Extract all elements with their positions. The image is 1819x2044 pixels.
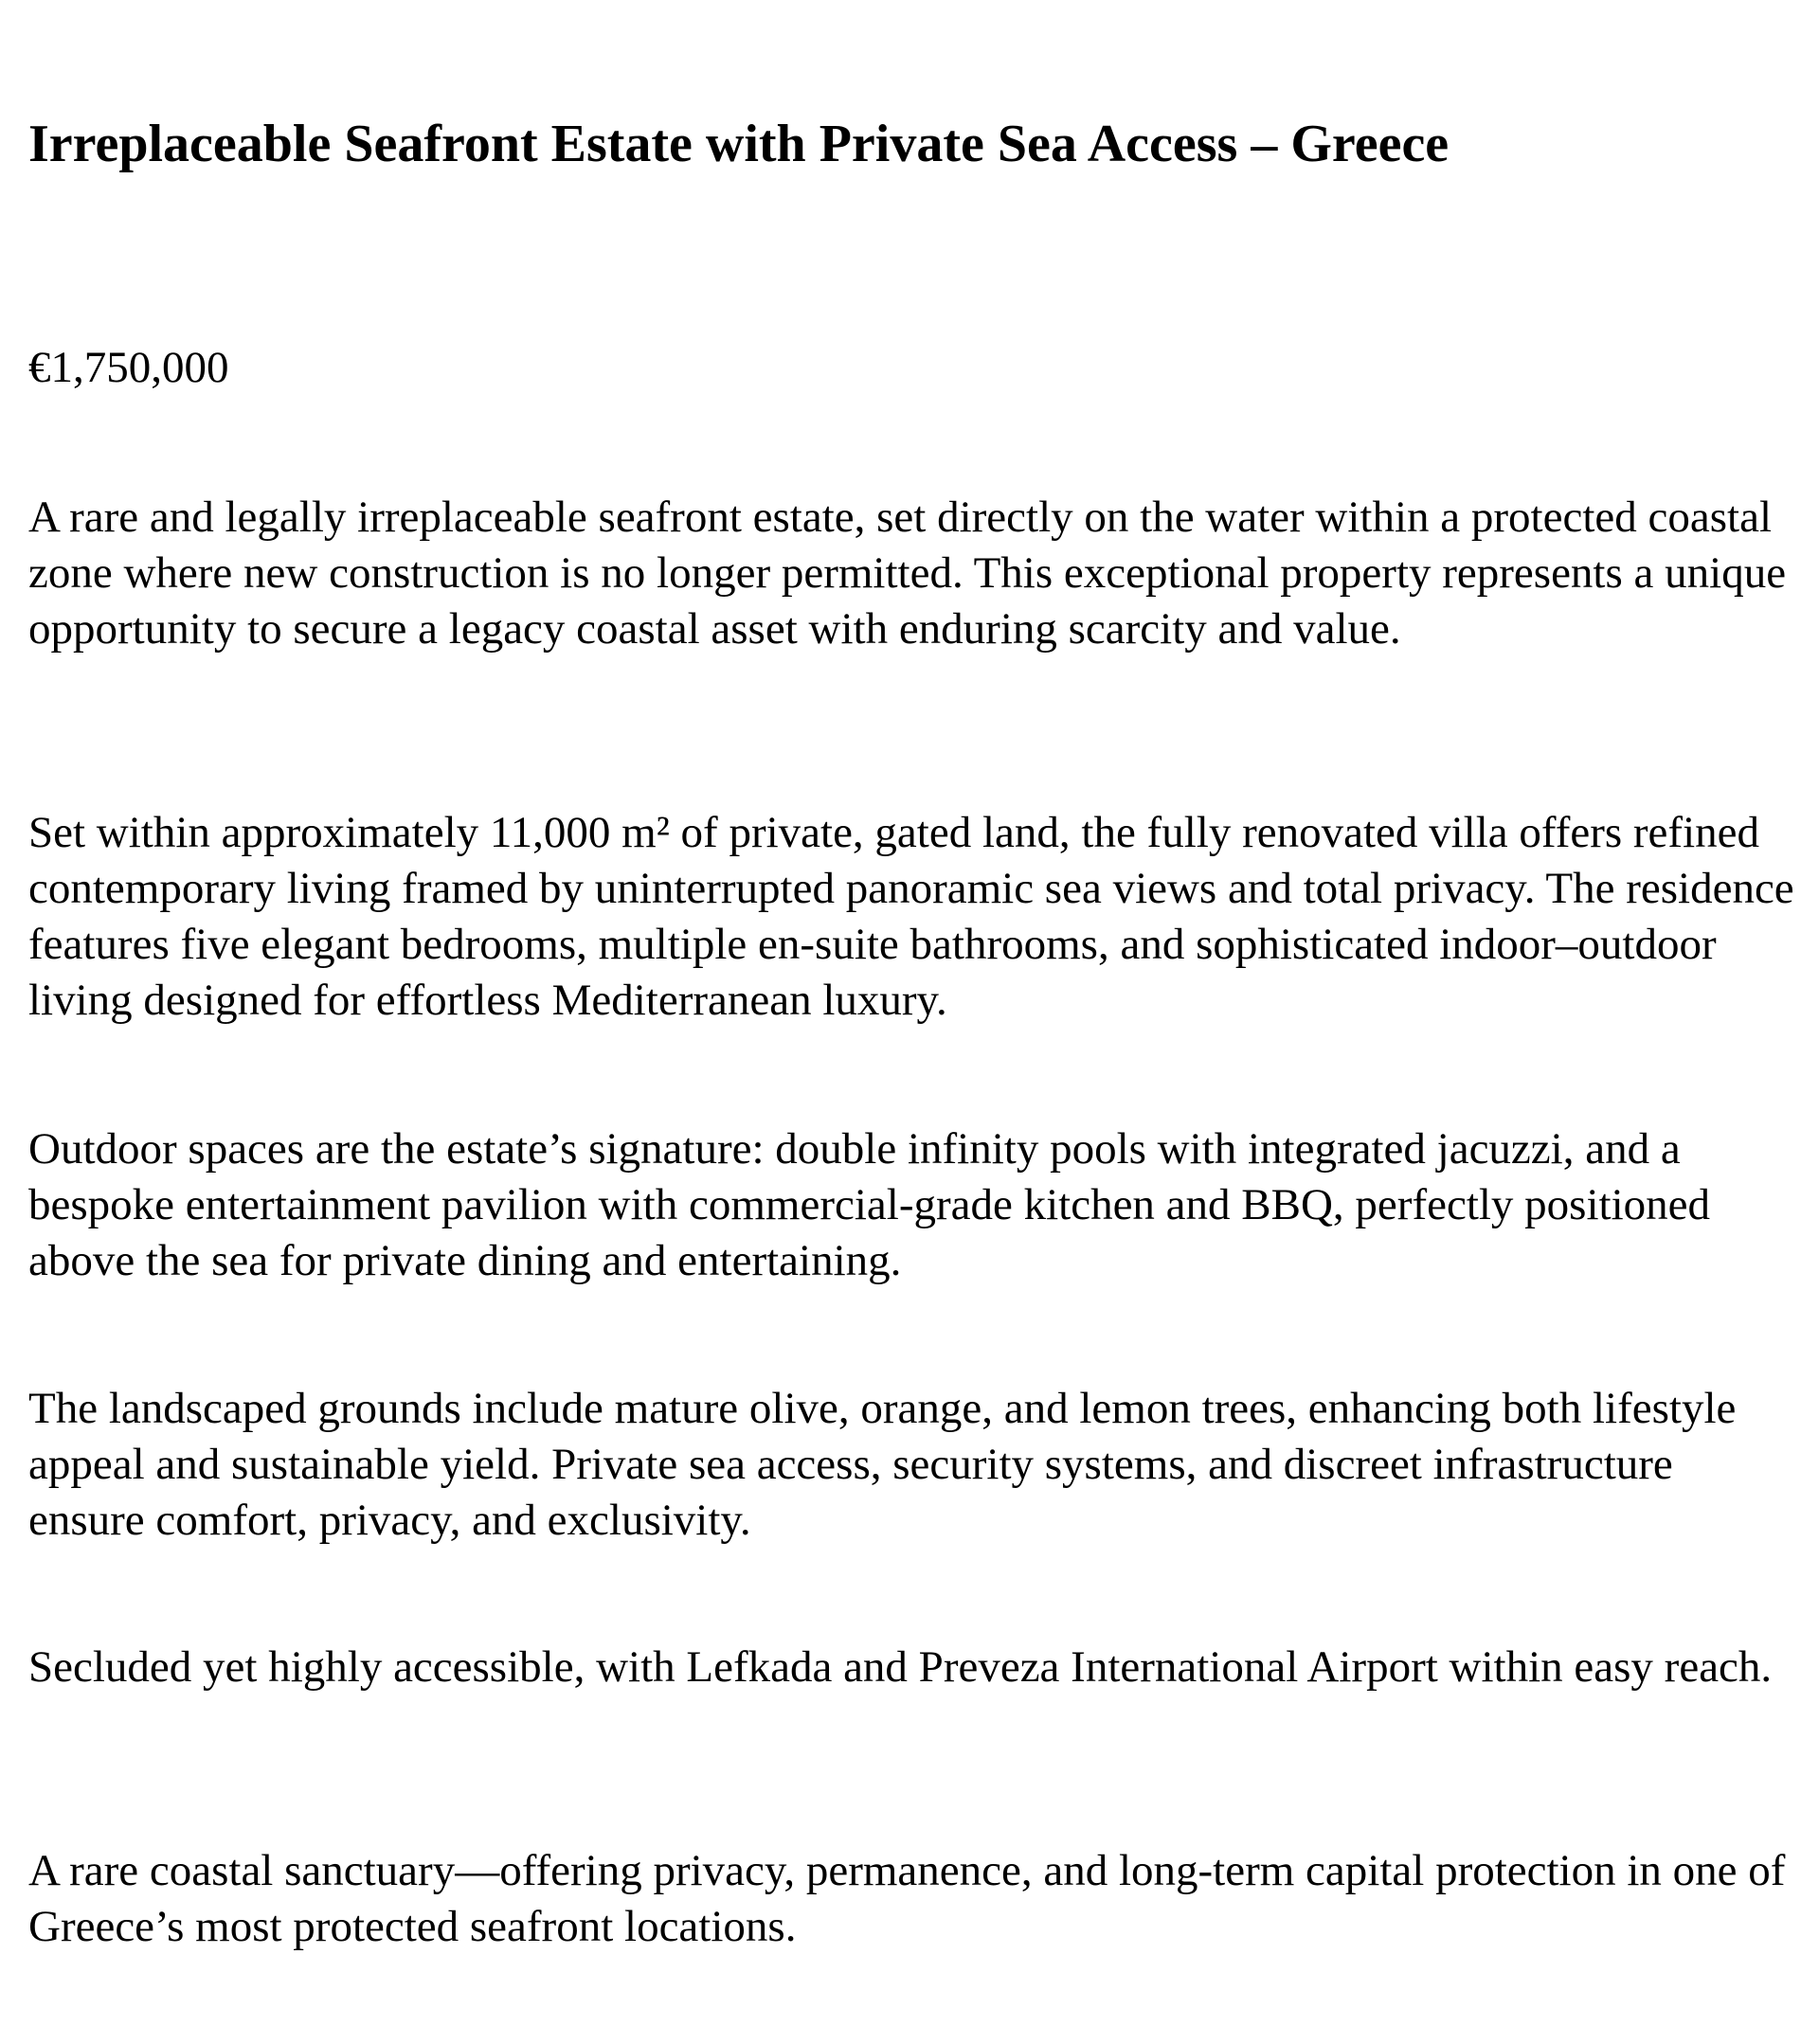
listing-title: Irreplaceable Seafront Estate with Private Sea Access – Greece — [28, 115, 1450, 173]
description-paragraph-outdoor: Outdoor spaces are the estate’s signature: double infinity pools with integrated jacuzzi, and a bespoke entertainment pavilion with commercial-grade kitchen and BBQ, perfectly positioned above the sea for private dining and entertaining. — [28, 1124, 1711, 1285]
description-paragraph-grounds: The landscaped grounds include mature olive, orange, and lemon trees, enhancing both lifestyle appeal and sustainable yield. Private sea access, security systems, and discreet infrastructure ensure comfort, privacy, and exclusivity. — [28, 1384, 1737, 1545]
description-paragraph-summary: A rare coastal sanctuary—offering privacy, permanence, and long-term capital protection in one of Greece’s most protected seafront locations. — [28, 1846, 1786, 1951]
description-paragraph-intro: A rare and legally irreplaceable seafront estate, set directly on the water within a protected coastal zone where new construction is no longer permitted. This exceptional property represents a unique opportunity to secure a legacy coastal asset with enduring scarcity and value. — [28, 493, 1787, 654]
listing-price: €1,750,000 — [28, 343, 229, 392]
description-paragraph-villa: Set within approximately 11,000 m² of private, gated land, the fully renovated villa offers refined contemporary living framed by uninterrupted panoramic sea views and total privacy. The residence features five elegant bedrooms, multiple en-suite bathrooms, and sophisticated indoor–outdoor living designed for effortless Mediterranean luxury. — [28, 808, 1794, 1025]
description-paragraph-location: Secluded yet highly accessible, with Lefkada and Preveza International Airport within easy reach. — [28, 1642, 1773, 1692]
